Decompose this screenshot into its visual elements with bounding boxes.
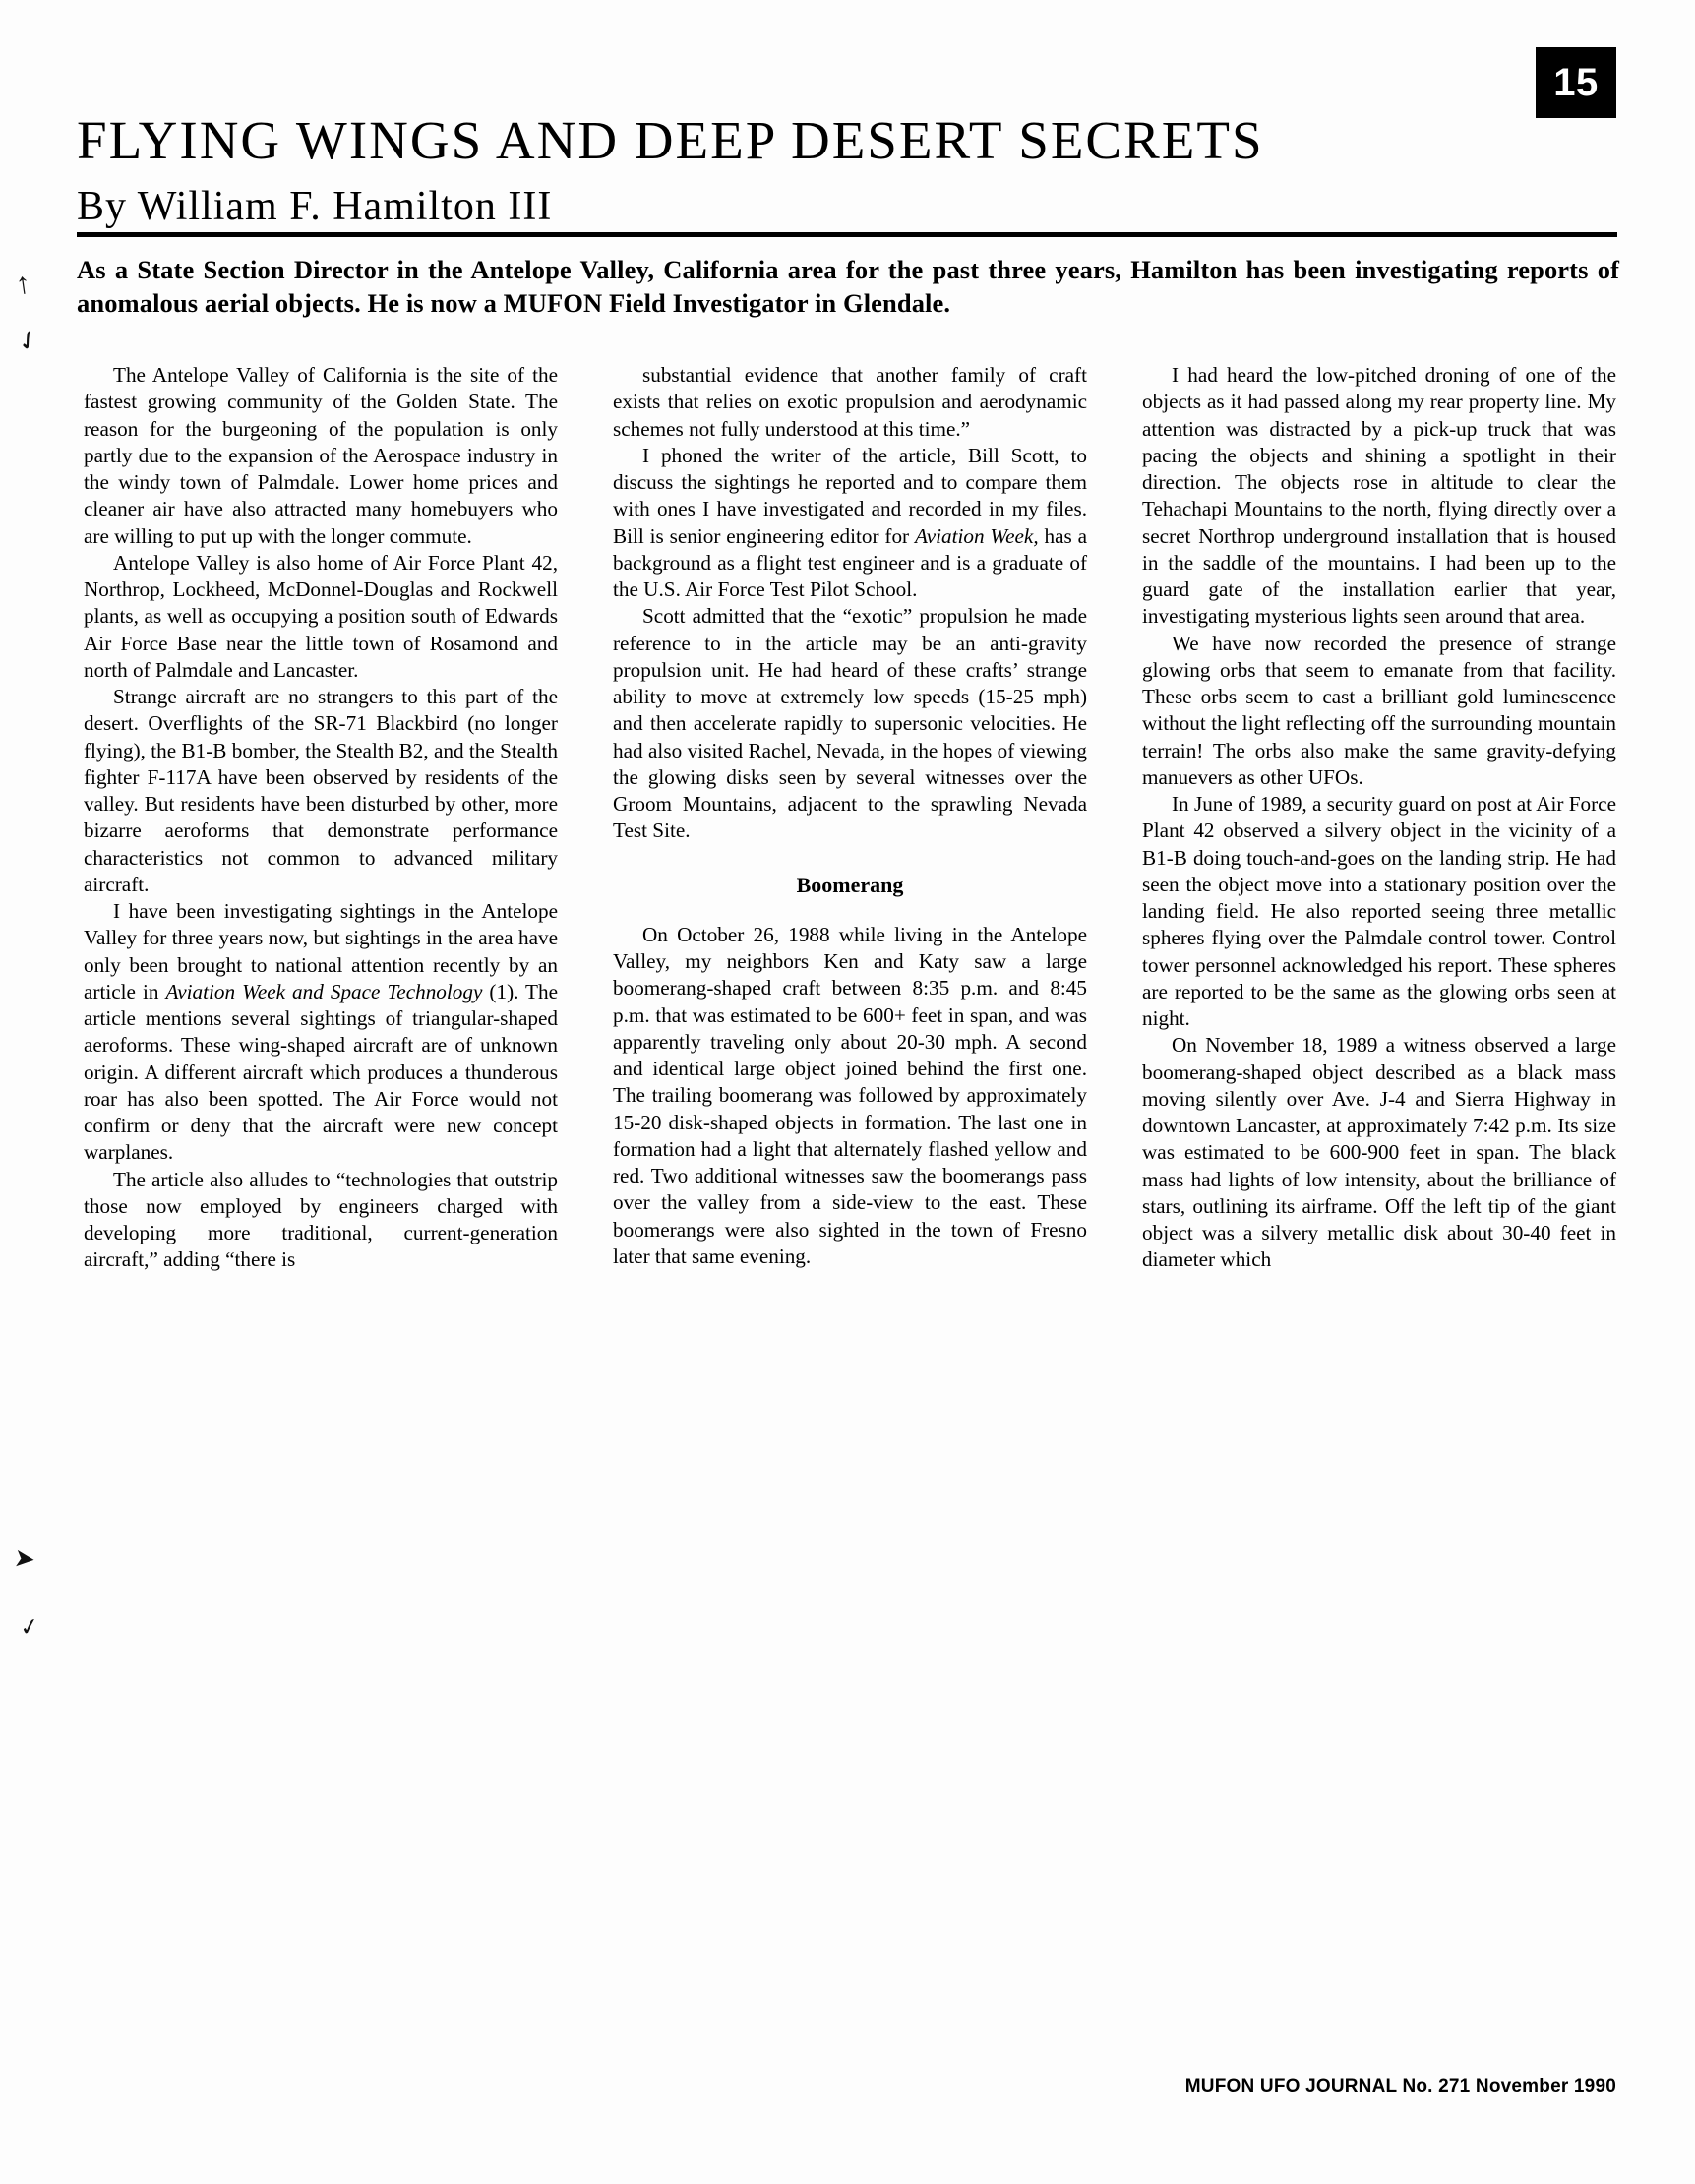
body-paragraph: Antelope Valley is also home of Air Force Plant 42, Northrop, Lockheed, McDonnel-Douglas and Rockwell plants, as well as occupying a position south of Edwards Air Force Base near the little town of Rosamond and north of Palmdale and Lancaster. xyxy=(84,550,558,682)
article-deck: As a State Section Director in the Antelope Valley, California area for the past three years, Hamilton has been investigating reports of anomalous aerial objects. He is now a MUFON Field Investigator in Glendale. xyxy=(77,255,1619,318)
body-paragraph: We have now recorded the presence of strange glowing orbs that seem to emanate from that facility. These orbs seem to cast a brilliant gold luminescence without the light reflecting off the surrounding mountain terrain! The orbs also make the same gravity-defying manuevers as other UFOs. xyxy=(1142,631,1616,789)
body-paragraph: On November 18, 1989 a witness observed a large boomerang-shaped object described as a black mass moving silently over Ave. J-4 and Sierra Highway in downtown Lancaster, at approximately 7:42 p.m. Its size was estimated to be 600-900 feet in span. The black mass had lights of low intensity, about the brilliance of stars, outlining its airframe. Off the left tip of the giant object was a silvery metallic disk about 30-40 feet in diameter which xyxy=(1142,1033,1616,1272)
body-paragraph: On October 26, 1988 while living in the Antelope Valley, my neighbors Ken and Katy saw a large boomerang-shaped craft between 8:35 p.m. and 8:45 p.m. that was estimated to be 600+ feet in span, and was apparently traveling only about 20-30 mph. A second and identical large object joined behind the first one. The trailing boomerang was followed by approximately 15-20 disk-shaped objects in formation. The last one in formation had a light that alternately flashed yellow and red. Two additional witnesses saw the boomerangs pass over the valley from a side-view to the east. These boomerangs were also sighted in the town of Fresno later that same evening. xyxy=(613,922,1087,1268)
margin-annotation-mark: ➤ xyxy=(12,1543,37,1575)
margin-annotation-mark: ✓ xyxy=(11,323,45,359)
column-3 xyxy=(1142,362,1616,1975)
column-1 xyxy=(84,362,558,1975)
page-title: FLYING WINGS AND DEEP DESERT SECRETS xyxy=(77,110,1264,170)
body-paragraph: Scott admitted that the “exotic” propulsion he made reference to in the article may be an anti-gravity propulsion unit. He had heard of these crafts’ strange ability to move at extremely low speeds (15-25 mph) and then accelerate rapidly to supersonic velocities. He had also visited Rachel, Nevada, in the hopes of viewing the glowing disks seen by several witnesses over the Groom Mountains, adjacent to the sprawling Nevada Test Site. xyxy=(613,604,1087,843)
article-byline: By William F. Hamilton III xyxy=(77,184,553,229)
margin-annotation-mark: ✓ xyxy=(17,1613,42,1643)
body-paragraph: Strange aircraft are no strangers to this part of the desert. Overflights of the SR-71 Blackbird (no longer flying), the B1-B bomber, the Stealth B2, and the Stealth fighter F-117A have been observed by residents of the valley. But residents have been disturbed by other, more bizarre aeroforms that demonstrate performance characteristics not common to advanced military aircraft. xyxy=(84,685,558,896)
italic-publication-title: Aviation Week, xyxy=(914,523,1039,548)
body-paragraph: The Antelope Valley of California is the site of the fastest growing community of the Golden State. The reason for the burgeoning of the population is only partly due to the expansion of the Aerospace industry in the windy town of Palmdale. Lower home prices and cleaner air have also attracted many homebuyers who are willing to put up with the longer commute. xyxy=(84,363,558,548)
body-paragraph: The article also alludes to “technologies that outstrip those now employed by engineers charged with developing more traditional, current-generation aircraft,” adding “there is xyxy=(84,1167,558,1272)
section-subhead: Boomerang xyxy=(796,872,904,897)
column-2 xyxy=(613,362,1087,1975)
body-columns xyxy=(84,362,1618,1975)
page-number-badge: 15 xyxy=(1536,47,1616,118)
italic-publication-title: Aviation Week and Space Technology xyxy=(165,979,483,1003)
header-divider-rule xyxy=(77,232,1617,237)
margin-annotation-mark: ↑ xyxy=(13,267,33,301)
body-paragraph: substantial evidence that another family of craft exists that relies on exotic propulsion and aerodynamic schemes not fully understood at this time.” xyxy=(613,363,1087,441)
body-paragraph: I had heard the low-pitched droning of one of the objects as it had passed along my rear property line. My attention was distracted by a pick-up truck that was pacing the objects and shining a spotlight in their direction. The objects rose in altitude to clear the Tehachapi Mountains to the north, flying directly over a secret Northrop underground installation that is housed in the saddle of the mountains. I had been up to the guard gate of the installation earlier that year, investigating mysterious lights seen around that area. xyxy=(1142,363,1616,629)
body-paragraph: In June of 1989, a security guard on post at Air Force Plant 42 observed a silvery object in the vicinity of a B1-B doing touch-and-goes on the landing strip. He had seen the object move into a stationary position over the landing field. He also reported seeing three metallic spheres flying over the Palmdale control tower. Control tower personnel acknowledged his report. These spheres are reported to be the same as the glowing orbs seen at night. xyxy=(1142,792,1616,1030)
body-paragraph: I phoned the writer of the article, Bill Scott, to discuss the sightings he reported and to compare them with ones I have investigated and recorded in my files. Bill is senior engineering editor for Aviation Week, has a background as a flight test engineer and is a graduate of the U.S. Air Force Test Pilot School. xyxy=(613,443,1087,601)
body-paragraph: I have been investigating sightings in the Antelope Valley for three years now, but sightings in the area have only been brought to national attention recently by an article in Aviation Week and Space Technology (1). The article mentions several sightings of triangular-shaped aeroforms. These wing-shaped aircraft are of unknown origin. A different aircraft which produces a thunderous roar has also been spotted. The Air Force would not confirm or deny that the aircraft were new concept warplanes. xyxy=(84,899,559,1165)
page-footer: MUFON UFO JOURNAL No. 271 November 1990 xyxy=(1184,2076,1616,2096)
masthead xyxy=(77,110,1621,232)
